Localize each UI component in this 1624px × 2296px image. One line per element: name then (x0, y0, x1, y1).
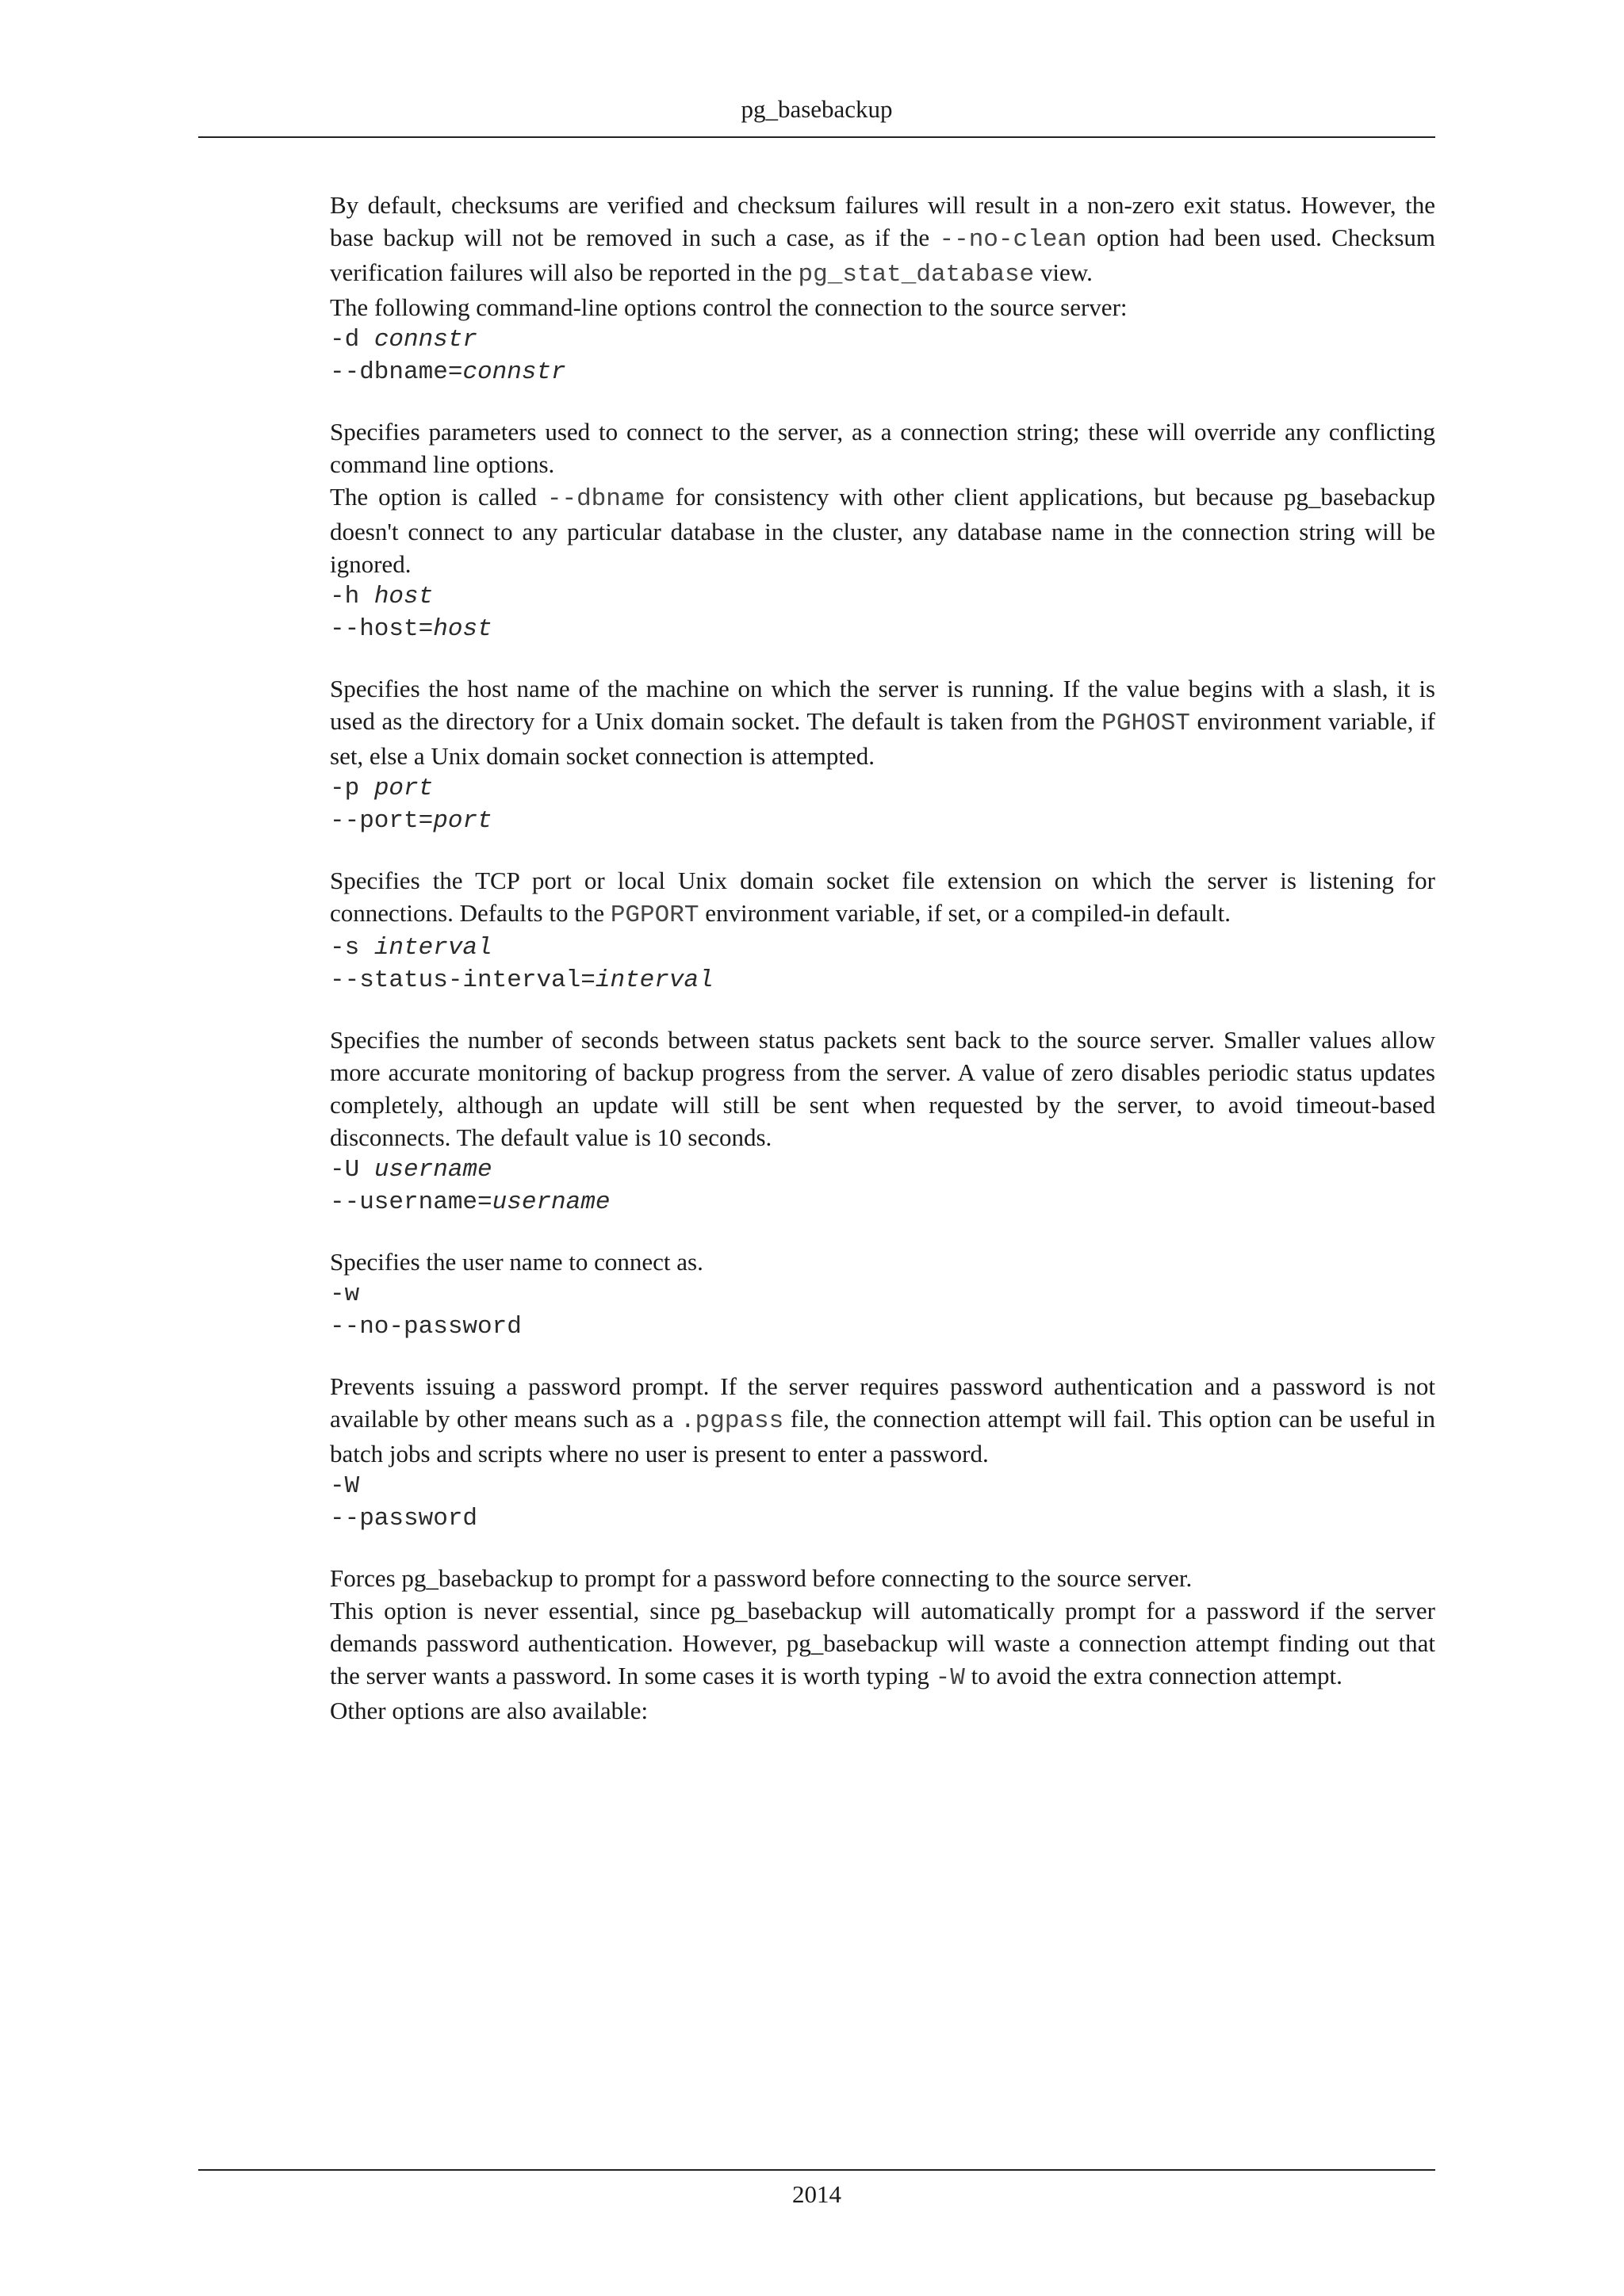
connection-options-intro: The following command-line options control the connection to the source server: (330, 293, 1128, 321)
text-run: The option is called (330, 483, 547, 511)
text-run: Specifies the host name of the machine on which the server is running. If the value begins with a slash, it is used as the directory for a Unix domain socket. The default is taken from the (330, 675, 1435, 735)
flag-argument: host (433, 615, 492, 643)
flag: --host= (330, 615, 434, 643)
option-long (330, 805, 1435, 837)
code-pgport: PGPORT (610, 901, 699, 929)
flag: --username= (330, 1188, 492, 1216)
option-status-interval-term (330, 932, 1435, 997)
option-short: -W (330, 1472, 360, 1500)
option-password-note (330, 1594, 1435, 1694)
text-run: By default, checksums are verified and checksum failures will result in a non-zero exit status. However, the base backup will not be removed in such a case, as if the (330, 191, 1435, 251)
option-long (330, 613, 1435, 645)
option-no-password-term (330, 1278, 1435, 1343)
option-short (330, 580, 1435, 613)
code-no-clean: --no-clean (939, 226, 1087, 254)
option-long (330, 964, 1435, 997)
option-status-interval-description: Specifies the number of seconds between status packets sent back to the source server. Smaller values allow more accurate monitoring of backup progress from the server. A value of zero disables periodic status updates completely, although an update will still be sent when requested by the server, to avoid timeout-based disconnects. The default value is 10 seconds. (330, 1026, 1435, 1151)
option-short (330, 323, 1435, 356)
text-run: environment variable, if set, or a compiled-in default. (699, 899, 1231, 927)
option-long: --password (330, 1505, 478, 1533)
option-port-description (330, 864, 1435, 932)
option-dbname-term (330, 323, 1435, 388)
option-dbname-description: Specifies parameters used to connect to the server, as a connection string; these will override any conflicting command line options. (330, 418, 1435, 478)
page-content (330, 189, 1435, 1727)
footer-rule (198, 2169, 1435, 2171)
text-run: environment variable, if set, else a Unix domain socket connection is attempted. (330, 707, 1435, 770)
option-username-description: Specifies the user name to connect as. (330, 1248, 703, 1276)
flag-argument: port (373, 775, 434, 802)
option-username-term (330, 1154, 1435, 1219)
flag: --port= (330, 807, 434, 835)
option-port-term (330, 772, 1435, 837)
code-pgpass: .pgpass (680, 1407, 784, 1435)
option-password-description: Forces pg_basebackup to prompt for a password before connecting to the source server. (330, 1564, 1193, 1592)
flag-argument: port (433, 807, 492, 835)
option-long: --no-password (330, 1313, 522, 1341)
code-pghost: PGHOST (1101, 710, 1190, 737)
running-header: pg_basebackup (741, 95, 893, 123)
flag: -p (330, 775, 374, 802)
text-run: for consistency with other client applications, but because pg_basebackup doesn't connect to any particular database in the cluster, any database name in the connection string will be ignored. (330, 483, 1435, 578)
option-short: -w (330, 1280, 360, 1308)
header-rule (198, 136, 1435, 138)
flag-argument: interval (373, 934, 492, 962)
flag: --dbname= (330, 358, 463, 386)
text-run: to avoid the extra connection attempt. (964, 1662, 1342, 1689)
flag-argument: username (492, 1188, 611, 1216)
flag-argument: username (373, 1156, 492, 1184)
flag-argument: interval (595, 966, 714, 994)
text-run: option had been used. Checksum verification failures will also be reported in the (330, 224, 1435, 286)
option-dbname-note (330, 480, 1435, 580)
flag: --status-interval= (330, 966, 596, 994)
flag: -U (330, 1156, 374, 1184)
text-run: Specifies the TCP port or local Unix domain socket file extension on which the server is listening for connections. Defaults to the (330, 867, 1435, 927)
option-short (330, 1154, 1435, 1186)
code-W: -W (935, 1664, 965, 1692)
code-dbname: --dbname (546, 485, 665, 513)
code-pg-stat-database: pg_stat_database (798, 261, 1035, 289)
option-short (330, 772, 1435, 805)
other-options-intro: Other options are also available: (330, 1697, 649, 1724)
flag: -d (330, 326, 374, 354)
option-host-description (330, 672, 1435, 772)
text-run: Prevents issuing a password prompt. If the server requires password authentication and a password is not available by other means such as a (330, 1372, 1435, 1433)
flag: -h (330, 583, 374, 610)
page-number: 2014 (792, 2180, 841, 2208)
option-no-password-description (330, 1370, 1435, 1470)
text-run: file, the connection attempt will fail. This option can be useful in batch jobs and scripts where no user is present to enter a password. (330, 1405, 1435, 1468)
flag: -s (330, 934, 374, 962)
option-long (330, 1186, 1435, 1219)
option-host-term (330, 580, 1435, 645)
option-long (330, 356, 1435, 388)
option-password-term (330, 1470, 1435, 1535)
flag-argument: host (373, 583, 434, 610)
option-short (330, 932, 1435, 964)
checksum-paragraph (330, 189, 1435, 291)
flag-argument: connstr (373, 326, 478, 354)
flag-argument: connstr (462, 358, 566, 386)
text-run: view. (1034, 258, 1093, 286)
text-run: This option is never essential, since pg_basebackup will automatically prompt for a password if the server demands password authentication. However, pg_basebackup will waste a connection attempt finding out that the server wants a password. In some cases it is worth typing (330, 1597, 1435, 1689)
